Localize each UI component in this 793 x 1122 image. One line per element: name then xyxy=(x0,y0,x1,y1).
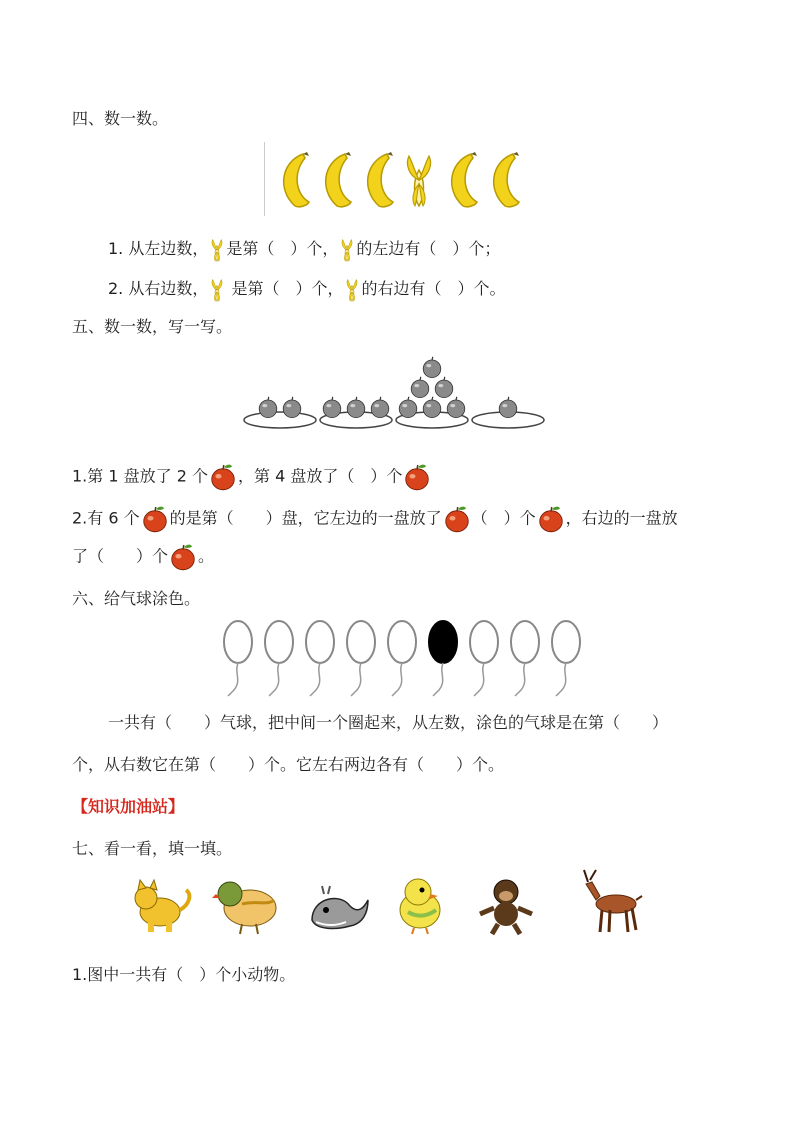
s6-text-line2: 个，从右数它在第（ ）个。它左右两边各有（ ）个。 xyxy=(72,755,505,774)
apple-icon xyxy=(168,542,198,572)
balloon-filled-icon xyxy=(423,618,463,698)
peeled-banana-icon xyxy=(399,150,439,210)
balloon-icon xyxy=(218,618,258,698)
whale-icon xyxy=(306,880,372,936)
apple-plates-image xyxy=(242,352,546,438)
apple-icon xyxy=(208,462,238,492)
plate-icon xyxy=(244,412,316,428)
banana-icon xyxy=(273,150,313,210)
apple-icon xyxy=(442,504,472,534)
s5-question-1: 1.第 1 盘放了 2 个 ，第 4 盘放了（ ）个 xyxy=(72,462,432,492)
section-6-heading: 六、给气球涂色。 xyxy=(72,589,201,608)
balloon-icon xyxy=(382,618,422,698)
peeled-banana-icon xyxy=(343,277,361,303)
s5-question-2-line2: 了（ ）个 。 xyxy=(72,542,214,572)
section-7-heading: 七、看一看，填一填。 xyxy=(72,839,233,858)
apple-icon xyxy=(536,504,566,534)
balloon-icon xyxy=(259,618,299,698)
peeled-banana-icon xyxy=(208,277,226,303)
banana-icon xyxy=(315,150,355,210)
apple-icon xyxy=(140,504,170,534)
banana-icon xyxy=(357,150,397,210)
chick-icon xyxy=(388,872,452,936)
peeled-banana-icon xyxy=(338,237,356,263)
balloon-icon xyxy=(341,618,381,698)
bird-icon xyxy=(212,874,282,936)
balloon-row-image xyxy=(214,618,584,702)
banana-icon xyxy=(441,150,481,210)
animals-row-image xyxy=(130,868,670,940)
banana-icon xyxy=(483,150,523,210)
apple-icon xyxy=(402,462,432,492)
monkey-icon xyxy=(476,874,538,936)
balloon-icon xyxy=(464,618,504,698)
section-5-heading: 五、数一数，写一写。 xyxy=(72,317,233,336)
banana-row-image xyxy=(264,142,529,216)
balloon-icon xyxy=(300,618,340,698)
balloon-icon xyxy=(505,618,545,698)
s4-question-2: 2. 从右边数， 是第（ ）个， 的右边有（ ）个。 xyxy=(108,276,505,303)
s6-text-line1: 一共有（ ）气球，把中间一个圈起来，从左数，涂色的气球是在第（ ） xyxy=(108,713,669,732)
s4-question-1: 1. 从左边数， 是第（ ）个， 的左边有（ ）个； xyxy=(108,236,500,263)
s7-question-1: 1.图中一共有（ ）个小动物。 xyxy=(72,965,296,984)
s5-question-2: 2.有 6 个 的是第（ ）盘，它左边的一盘放了 （ ）个 ，右边的一盘放 xyxy=(72,504,678,534)
deer-icon xyxy=(574,868,652,936)
cat-icon xyxy=(130,876,194,936)
balloon-icon xyxy=(546,618,586,698)
section-4-heading: 四、数一数。 xyxy=(72,109,169,128)
knowledge-station-label: 【知识加油站】 xyxy=(72,797,185,816)
peeled-banana-icon xyxy=(208,237,226,263)
